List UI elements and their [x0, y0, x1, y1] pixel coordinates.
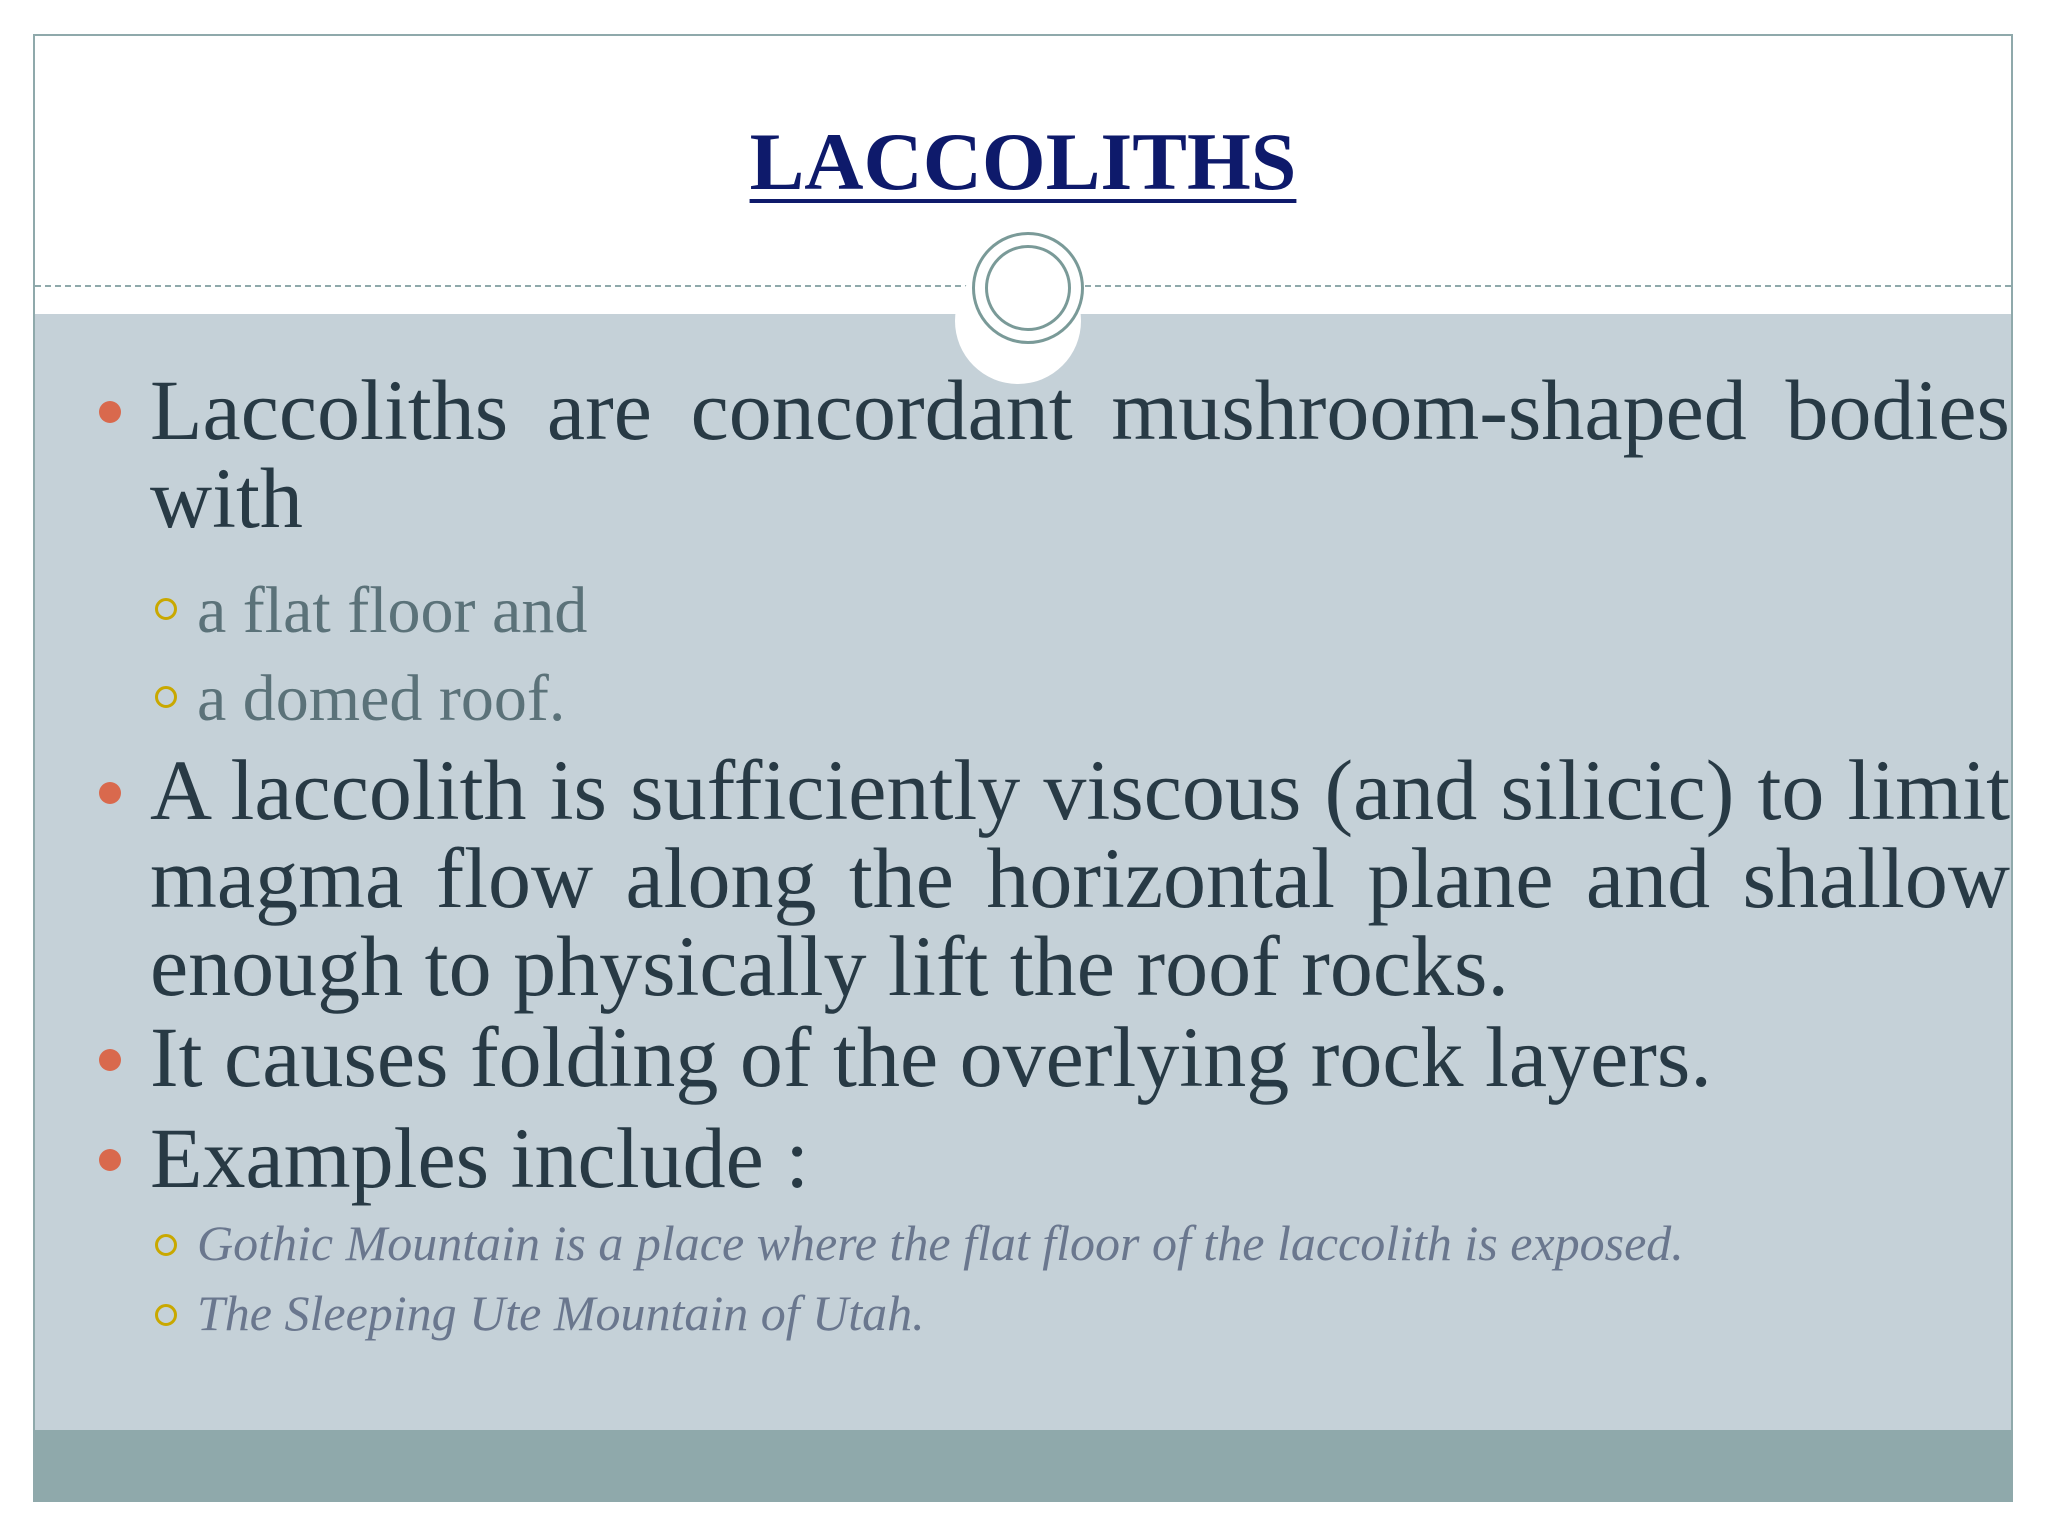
bullet-4-text: Examples include : — [150, 1110, 810, 1206]
bullet-4-sub-1: Gothic Mountain is a place where the flat floor of the laccolith is exposed. — [197, 1215, 1684, 1271]
filled-circle-bullet-icon — [99, 1049, 121, 1071]
filled-circle-bullet-icon — [99, 782, 121, 804]
bullet-3-text: It causes folding of the overlying rock layers. — [150, 1009, 1712, 1105]
bullet-2-text: A laccolith is sufficiently viscous (and silicic) to limit magma flow along the horizontal plane and shallow enough to physically lift the roof rocks. — [150, 742, 2010, 1014]
filled-circle-bullet-icon — [99, 1149, 121, 1171]
hollow-circle-bullet-icon — [155, 598, 177, 620]
hollow-circle-bullet-icon — [155, 1304, 177, 1326]
bullet-4-sub-2: The Sleeping Ute Mountain of Utah. — [197, 1285, 925, 1341]
filled-circle-bullet-icon — [99, 401, 121, 423]
slide — [33, 34, 2013, 1502]
bullet-1-sub-1: a flat floor and — [197, 574, 588, 647]
bullet-1-sub-2: a domed roof. — [197, 662, 566, 735]
hollow-circle-bullet-icon — [155, 1234, 177, 1256]
slide-title: LACCOLITHS — [749, 116, 1297, 207]
hollow-circle-bullet-icon — [155, 686, 177, 708]
bullet-1-text: Laccoliths are concordant mushroom-shaped bodies with — [150, 362, 2010, 546]
slide-content — [35, 36, 2011, 1500]
